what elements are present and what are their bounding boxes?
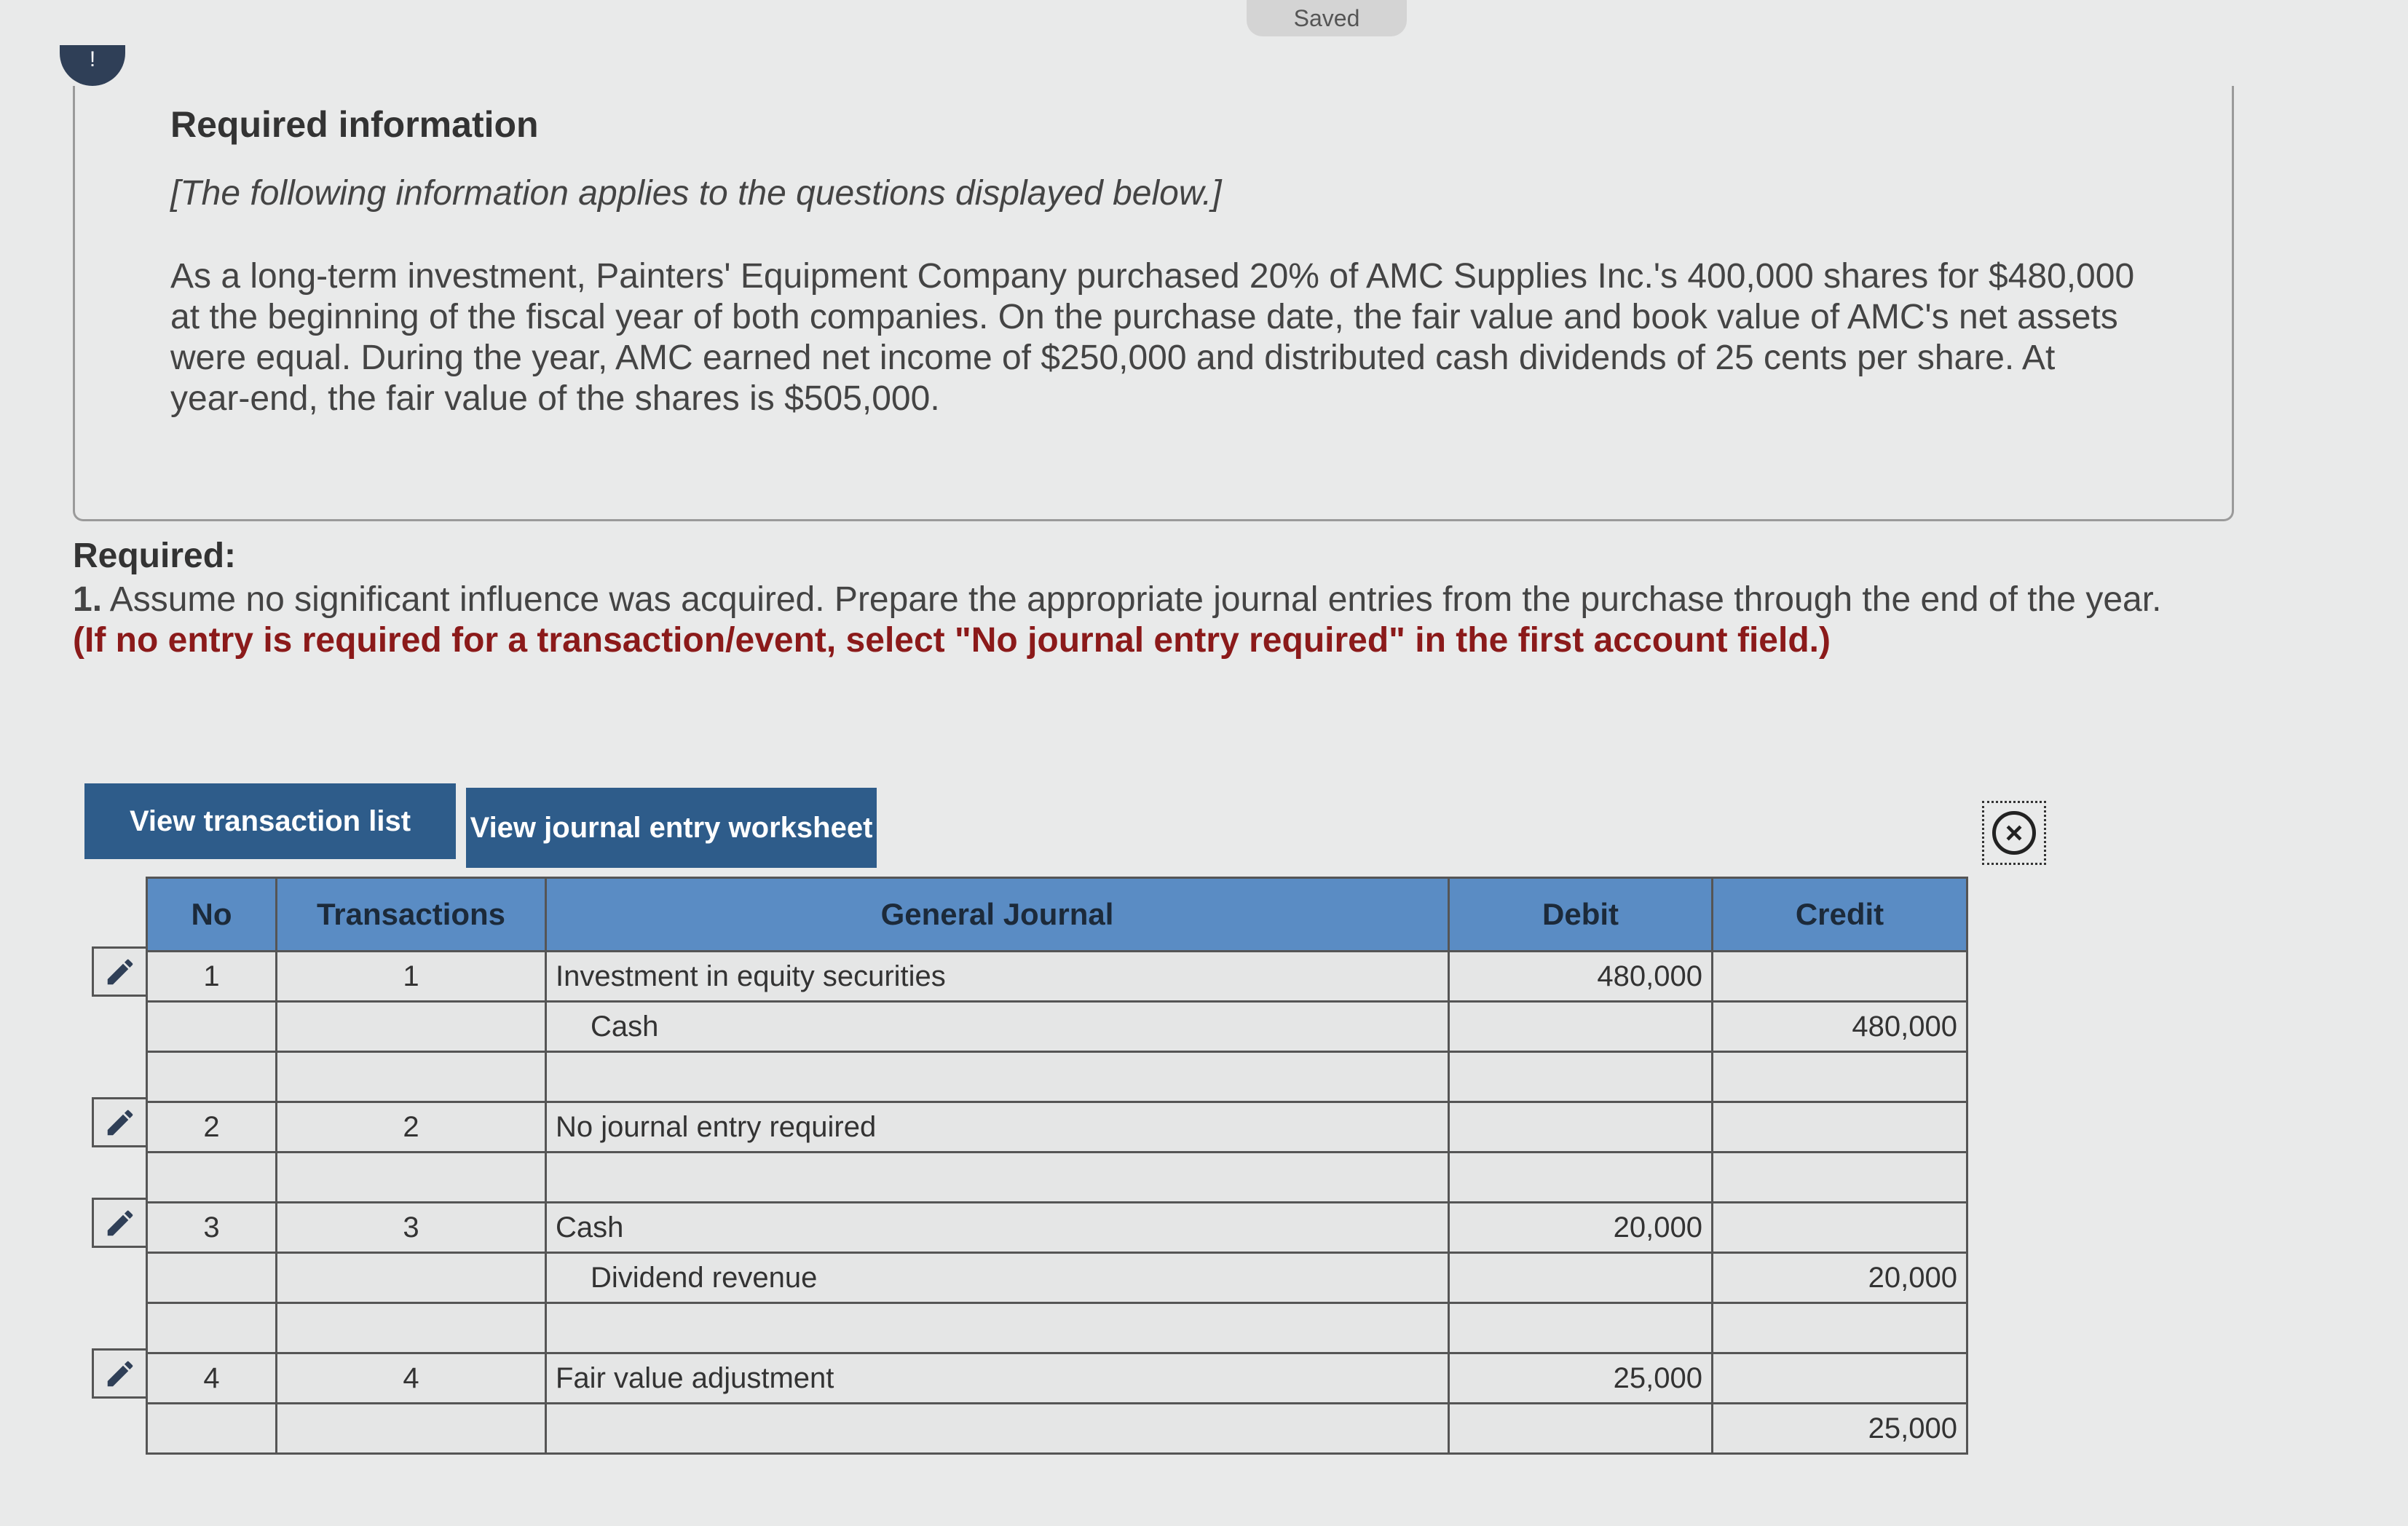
row-credit: 20,000: [1713, 1253, 1967, 1303]
row-account: Cash: [546, 1002, 1449, 1052]
row-credit: [1713, 1102, 1967, 1153]
row-account: [546, 1303, 1449, 1353]
edit-entry-3-button[interactable]: [92, 1198, 146, 1248]
close-button[interactable]: [1982, 801, 2046, 865]
row-credit: [1713, 1303, 1967, 1353]
row-credit: 480,000: [1713, 1002, 1967, 1052]
column-header-debit: Debit: [1449, 878, 1713, 952]
row-account: Fair value adjustment: [546, 1353, 1449, 1404]
row-debit: [1449, 1002, 1713, 1052]
row-debit: 480,000: [1449, 952, 1713, 1002]
row-debit: [1449, 1253, 1713, 1303]
table-row: [147, 1353, 1967, 1404]
info-body: As a long-term investment, Painters' Equipment Company purchased 20% of AMC Supplies Inc.'s 400,000 shares for $480,000 at the beginning of the fiscal year of both companies. On the purchase date, the fair value and book value of AMC's net assets were equal. During the year, AMC earned net income of $250,000 and distributed cash dividends of 25 cents per share. At year-end, the fair value of the shares is $505,000.: [170, 257, 2135, 418]
row-no: 4: [147, 1353, 277, 1404]
required-note: (If no entry is required for a transaction/event, select "No journal entry required" in the first account field.): [73, 621, 1831, 660]
row-no: [147, 1404, 277, 1454]
table-row: [147, 1303, 1967, 1353]
edit-entry-4-button[interactable]: [92, 1348, 146, 1399]
close-circle-icon: ×: [1992, 811, 2036, 855]
row-transaction: [277, 1153, 546, 1203]
row-credit: [1713, 952, 1967, 1002]
row-debit: [1449, 1102, 1713, 1153]
row-transaction: [277, 1002, 546, 1052]
row-credit: [1713, 1153, 1967, 1203]
row-no: [147, 1002, 277, 1052]
table-row: [147, 1102, 1967, 1153]
pencil-icon: [103, 955, 137, 989]
edit-entry-2-button[interactable]: [92, 1097, 146, 1147]
saved-status: Saved: [1247, 0, 1407, 36]
view-transaction-list-button[interactable]: View transaction list: [84, 783, 456, 859]
table-row: [147, 1153, 1967, 1203]
row-no: [147, 1303, 277, 1353]
info-intro: [The following information applies to the questions displayed below.]: [170, 174, 1222, 213]
required-title: Required:: [73, 537, 237, 575]
row-credit: 25,000: [1713, 1404, 1967, 1454]
table-row: [147, 1052, 1967, 1102]
row-account: Dividend revenue: [546, 1253, 1449, 1303]
table-row: [147, 1253, 1967, 1303]
row-credit: [1713, 1052, 1967, 1102]
row-no: 1: [147, 952, 277, 1002]
table-row: [147, 1203, 1967, 1253]
view-journal-entry-worksheet-button[interactable]: View journal entry worksheet: [466, 788, 877, 868]
row-debit: [1449, 1052, 1713, 1102]
column-header-transactions: Transactions: [277, 878, 546, 952]
required-text: Assume no significant influence was acquired. Prepare the appropriate journal entries from the purchase through the end of the year.: [109, 580, 2162, 619]
table-row: [147, 1002, 1967, 1052]
row-no: 2: [147, 1102, 277, 1153]
row-no: [147, 1253, 277, 1303]
required-number: 1.: [73, 580, 103, 619]
row-account: Cash: [546, 1203, 1449, 1253]
row-debit: [1449, 1303, 1713, 1353]
required-instructions: [73, 580, 2184, 661]
row-transaction: [277, 1303, 546, 1353]
row-account: [546, 1404, 1449, 1454]
column-header-no: No: [147, 878, 277, 952]
row-no: [147, 1153, 277, 1203]
row-account: No journal entry required: [546, 1102, 1449, 1153]
row-transaction: 4: [277, 1353, 546, 1404]
edit-entry-1-button[interactable]: [92, 946, 146, 997]
row-transaction: 1: [277, 952, 546, 1002]
row-account: Investment in equity securities: [546, 952, 1449, 1002]
pencil-icon: [103, 1106, 137, 1139]
general-journal-table: [146, 877, 1968, 1455]
row-transaction: [277, 1404, 546, 1454]
row-debit: 20,000: [1449, 1203, 1713, 1253]
table-row: [147, 1404, 1967, 1454]
row-debit: [1449, 1404, 1713, 1454]
row-no: [147, 1052, 277, 1102]
info-badge-icon: !: [60, 45, 125, 86]
row-account: [546, 1153, 1449, 1203]
row-debit: [1449, 1153, 1713, 1203]
table-row: [147, 952, 1967, 1002]
column-header-general-journal: General Journal: [546, 878, 1449, 952]
row-account: [546, 1052, 1449, 1102]
row-transaction: [277, 1052, 546, 1102]
table-header-row: [147, 878, 1967, 952]
row-credit: [1713, 1203, 1967, 1253]
pencil-icon: [103, 1357, 137, 1391]
info-title: Required information: [170, 104, 539, 145]
pencil-icon: [103, 1206, 137, 1240]
row-transaction: [277, 1253, 546, 1303]
row-credit: [1713, 1353, 1967, 1404]
row-transaction: 3: [277, 1203, 546, 1253]
row-debit: 25,000: [1449, 1353, 1713, 1404]
row-transaction: 2: [277, 1102, 546, 1153]
row-no: 3: [147, 1203, 277, 1253]
column-header-credit: Credit: [1713, 878, 1967, 952]
